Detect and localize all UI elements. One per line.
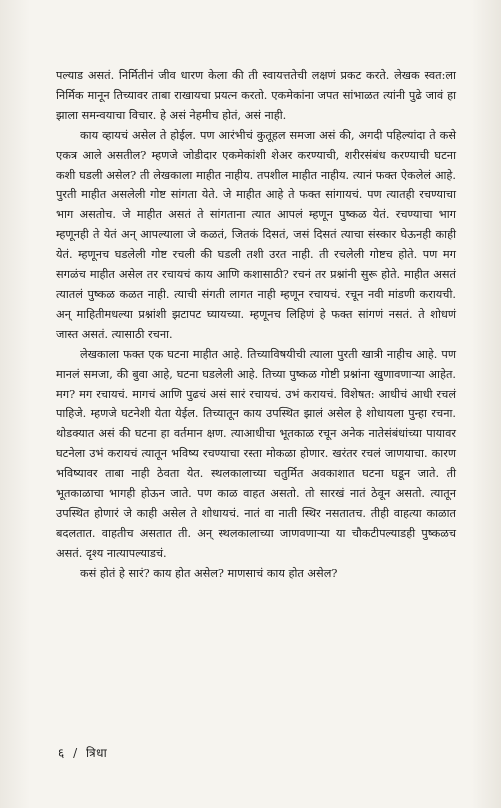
paragraph-4: कसं होतं हे सारं? काय होत असेल? माणसाचं काय होत असेल? <box>80 566 338 580</box>
paragraph-1: पल्याड असतं. निर्मितीनं जीव धारण केला की ती स्वायत्ततेची लक्षणं प्रकट करते. लेखक स्वत:ला निर्मिक मानून तिच्यावर ताबा राखायचा प्रयत्न करतो. एकमेकांना जपत सांभाळत त्यांनी पुढे जावं हा झाला समन्वयाचा विचार. हे असं नेहमीच होतं, असं नाही. <box>56 69 456 122</box>
paragraph-3: लेखकाला फक्त एक घटना माहीत आहे. तिच्याविषयीची त्याला पुरती खात्री नाहीच आहे. पण मानलं समजा, की बुवा आहे, घटना घडलेली आहे. तिच्या पुष्कळ गोष्टी प्रश्नांना खुणावणाऱ्या आहेत. मग? मग रचायचं. मागचं आणि पुढचं असं सारं रचायचं. उभं करायचं. विशेषत: आधीचं आधी रचलं पाहिजे. म्हणजे घटनेशी येता येईल. तिच्यातून काय उपस्थित झालं असेल हे शोधायला पुन्हा रचना. थोडक्यात असं की घटना हा वर्तमान क्षण. त्याआधीचा भूतकाळ रचून अनेक नातेसंबंधांच्या पायावर घटनेला उभं करायचं त्यातून भविष्य रचण्याचा रस्ता मोकळा होणार. खरंतर रचलं जाणयाचा. कारण भविष्यावर ताबा नाही ठेवता येत. स्थलकालाच्या चतुर्मित अवकाशात घटना घडून जाते. ती भूतकाळाचा भागही होऊन जाते. पण काळ वाहत असतो. तो सारखं नातं ठेवून असतो. त्यातून उपस्थित होणारं जे काही असेल ते शोधायचं. नातं वा नाती स्थिर नसतातच. तीही वाहत्या काळात बदलतात. वाहतीच असतात ती. अन् स्थलकालाच्या जाणवणाऱ्या या चौकटीपल्याडही पुष्कळच असतं. दृश्य नात्यापल्याडचं. <box>56 347 456 560</box>
footer-separator: / <box>73 746 78 760</box>
page-footer <box>58 744 107 761</box>
body-text <box>56 66 456 584</box>
paragraph-2: काय व्हायचं असेल ते होईल. पण आरंभीचं कुतूहल समजा असं की, अगदी पहिल्यांदा ते कसे एकत्र आले असतील? म्हणजे जोडीदार एकमेकांशी शेअर करण्याची, शरीरसंबंध करण्याची घटना कशी घडली असेल? ती लेखकाला माहीत नाहीय. तपशील माहीत नाहीय. त्यानं फक्त ऐकलेलं आहे. पुरती माहीत असलेली गोष्ट सांगता येते. जे माहीत आहे ते फक्त सांगायचं. पण त्यातही रचण्याचा भाग असतोच. जे माहीत असतं ते सांगताना त्यात आपलं म्हणून पुष्कळ येतं. रचण्याचा भाग म्हणूनही ते येतं अन् आपल्याला जे कळतं, जितकं दिसतं, जसं दिसतं त्याचा संस्कार घेऊनही काही येतं. म्हणूनच घडलेली गोष्ट रचली की घडली तशी उरत नाही. ती रचलेली गोष्टच होते. पण मग सगळंच माहीत असेल तर रचायचं काय आणि कशासाठी? रचनं तर प्रश्नांनी सुरू होते. माहीत असतं त्यातलं पुष्कळ कळत नाही. त्याची संगती लागत नाही म्हणून रचायचं. रचून नवी मांडणी करायची. अन् माहितीमधल्या प्रश्नांशी झटापट घ्यायच्या. म्हणूनच लिहिणं हे फक्त सांगणं नसतं. ते शोधणं जास्त असतं. त्यासाठी रचना. <box>56 128 456 341</box>
book-title: त्रिधा <box>85 746 108 760</box>
page-number: ६ <box>58 746 65 760</box>
